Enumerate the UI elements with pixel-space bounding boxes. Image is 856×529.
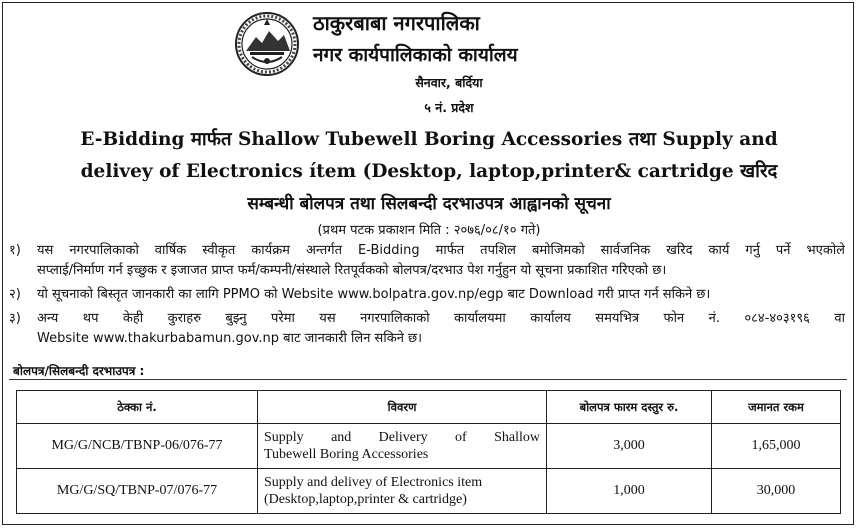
form-fee-cell: 1,000 [547,469,712,514]
item-number: १) [9,243,21,258]
notice-title-line-1: E-Bidding मार्फत Shallow Tubewell Boring Accessories तथा Supply and [80,129,778,150]
description-cell [258,424,547,469]
item-text-line: Website www.thakurbabamun.gov.np बाट जानकारी लिन सकिने छ। [37,331,423,346]
item-number: ३) [9,311,21,326]
table-row [17,469,841,514]
header-description: विवरण [258,391,547,424]
description-line: Supply and Delivery of Shallow [264,430,540,445]
item-number: २) [9,287,21,302]
tender-section-label: बोलपत्र/सिलबन्दी दरभाउपत्र : [13,364,145,378]
header-security-deposit: जमानत रकम [712,391,841,424]
security-deposit-cell: 30,000 [712,469,841,514]
divider [9,379,847,380]
description-line: Supply and delivey of Electronics item [264,475,483,490]
publication-date: (प्रथम पटक प्रकाशन मिति : २०७६/०८/१० गते) [317,223,541,238]
item-text [37,241,845,281]
item-text [37,285,845,305]
notice-page [2,2,854,525]
table-header-row [17,391,841,424]
municipality-emblem-icon [234,11,300,77]
form-fee-cell: 3,000 [547,424,712,469]
office-address: सैनवार, बर्दिया [415,75,483,90]
province: ५ नं. प्रदेश [424,100,474,115]
office-name: नगर कार्यपालिकाको कार्यालय [313,44,518,66]
item-text [37,309,845,349]
description-line: Tubewell Boring Accessories [264,447,429,462]
item-text-line: यो सूचनाको बिस्तृत जानकारी का लागि PPMO को Website www.bolpatra.gov.np/egp बाट Download गरी प्राप्त गर्न सकिने छ। [37,287,711,302]
table-row [17,424,841,469]
tender-table [16,390,841,514]
contract-no-cell: MG/G/SQ/TBNP-07/076-77 [17,469,258,514]
contract-no-cell: MG/G/NCB/TBNP-06/076-77 [17,424,258,469]
notice-title-line-3: सम्बन्धी बोलपत्र तथा सिलबन्दी दरभाउपत्र आह्वानको सूचना [247,194,611,214]
org-name: ठाकुरबाबा नगरपालिका [313,11,480,35]
security-deposit-cell: 1,65,000 [712,424,841,469]
item-text-line: यस नगरपालिकाको वार्षिक स्वीकृत कार्यक्रम अन्तर्गत E-Bidding मार्फत तपशिल बमोजिमको सार्वजनिक खरिद कार्य गर्नु पर्ने भएकोले [37,243,845,258]
item-text-line: अन्य थप केही कुराहरु बुझ्नु परेमा यस नगरपालिकाको कार्यालयमा कार्यालय समयभित्र फोन नं. ०८४-४०३१९६ वा [37,311,845,326]
header-contract-no: ठेक्का नं. [17,391,258,424]
header-form-fee: बोलपत्र फारम दस्तुर रु. [547,391,712,424]
description-line: (Desktop,laptop,printer & cartridge) [264,492,467,507]
item-text-line: सप्लाई/निर्माण गर्न इच्छुक र इजाजत प्राप्त फर्म/कम्पनी/संस्थाले रितपूर्वकको बोलपत्र/दरभाउ पेश गर्नुहुन यो सूचना प्रकाशित गरिएको छ। [37,263,667,278]
notice-title-line-2: delivey of Electronics ítem (Desktop, laptop,printer& cartridge खरिद [80,161,778,182]
description-cell [258,469,547,514]
